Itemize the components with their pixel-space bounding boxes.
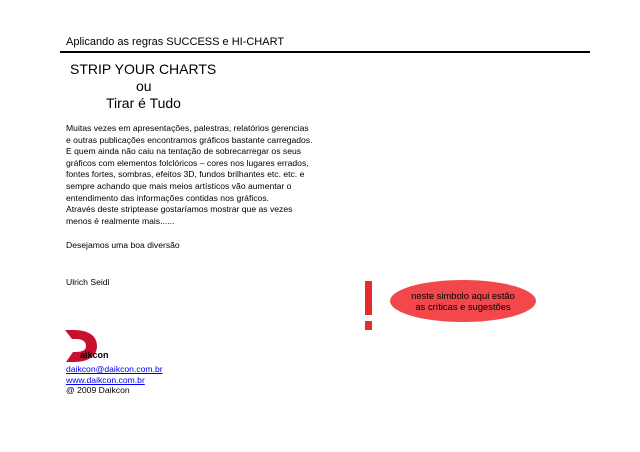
paragraph-line: fontes fortes, sombras, efeitos 3D, fundos brilhantes etc. etc. e — [66, 169, 305, 180]
author-name: Ulrich Seidl — [66, 277, 110, 287]
exclamation-bar — [365, 281, 372, 315]
note-callout — [390, 280, 536, 322]
note-line-2: as críticas e sugestões — [415, 301, 511, 312]
intro-paragraph — [66, 123, 366, 227]
title-line-1: STRIP YOUR CHARTS — [70, 61, 217, 77]
paragraph-line: menos é realmente mais...... — [66, 215, 175, 226]
header-divider — [60, 51, 590, 53]
contact-block — [66, 364, 163, 396]
email-link[interactable]: daikcon@daikcon.com.br — [66, 364, 163, 374]
paragraph-line: E quem ainda não caiu na tentação de sobrecarregar os seus — [66, 146, 302, 157]
paragraph-line: e outras publicações encontramos gráficos bastante carregados. — [66, 134, 313, 145]
paragraph-line: gráficos com elementos folclóricos – cores nos lugares errados, — [66, 157, 309, 168]
greeting-text: Desejamos uma boa diversão — [66, 240, 180, 250]
exclamation-dot — [365, 321, 372, 330]
title-line-3: Tirar é Tudo — [106, 95, 181, 111]
website-link[interactable]: www.daikcon.com.br — [66, 374, 145, 385]
header-title: Aplicando as regras SUCCESS e HI-CHART — [66, 36, 285, 48]
paragraph-line: sempre achando que mais meios artísticos vão aumentar o — [66, 180, 292, 191]
exclamation-icon — [361, 281, 377, 333]
paragraph-line: entendimento das informações contidas nos gráficos. — [66, 192, 270, 203]
title-line-2 — [70, 78, 230, 95]
note-line-1: neste simbolo aqui estão — [411, 290, 515, 301]
copyright-text: @ 2009 Daikcon — [66, 385, 130, 396]
document-title — [70, 61, 230, 112]
title-line-2-text: ou — [136, 78, 152, 94]
paragraph-line: Através deste striptease gostaríamos mostrar que as vezes — [66, 204, 293, 215]
logo-wordmark: aikcon — [80, 350, 109, 360]
paragraph-line: Muitas vezes em apresentações, palestras, relatórios gerencias — [66, 123, 309, 133]
